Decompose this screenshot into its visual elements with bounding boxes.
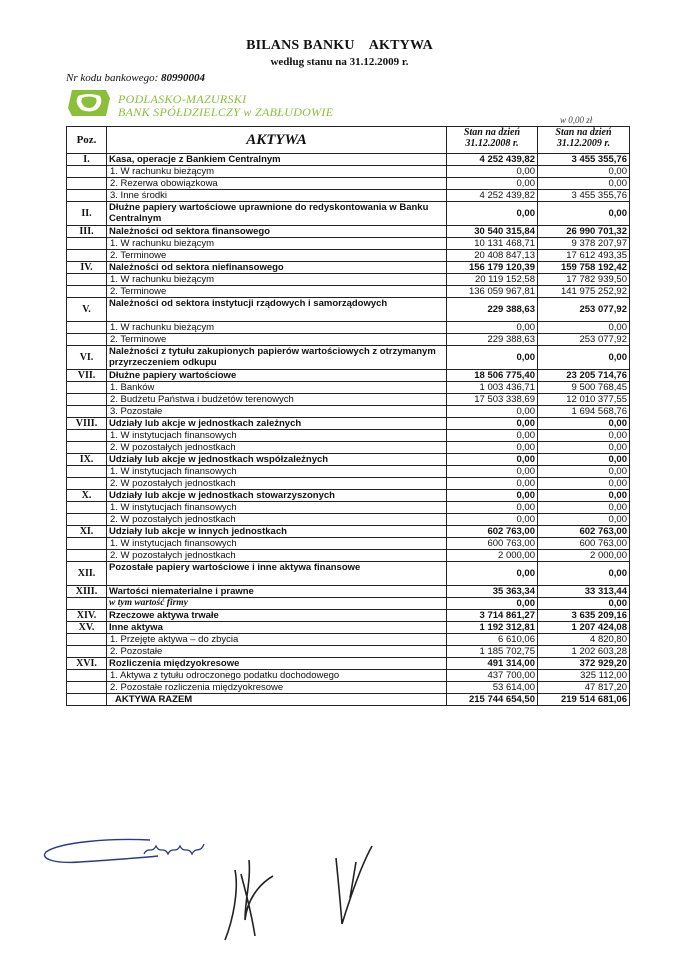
row-value-2009: 0,00 [538, 478, 630, 490]
row-poz: XVI. [67, 658, 107, 670]
sub-row [67, 406, 630, 418]
row-name: 1. Aktywa z tytułu odroczonego podatku dochodowego [107, 670, 447, 682]
row-value-2009: 372 929,20 [538, 658, 630, 670]
row-value-2008: 6 610,06 [447, 634, 538, 646]
bank-code-label: Nr kodu bankowego: [66, 72, 159, 84]
sub-row [67, 334, 630, 346]
row-value-2008: 600 763,00 [447, 538, 538, 550]
sub-row [67, 238, 630, 250]
section-row [67, 562, 630, 586]
sub-row [67, 478, 630, 490]
row-value-2008: 4 252 439,82 [447, 154, 538, 166]
row-poz [67, 334, 107, 346]
row-value-2009: 12 010 377,55 [538, 394, 630, 406]
total-label: AKTYWA RAZEM [107, 694, 447, 706]
section-row [67, 154, 630, 166]
sub-row [67, 382, 630, 394]
currency-unit: w 0,00 zł [560, 115, 593, 125]
row-name: Pozostałe papiery wartościowe i inne aktywa finansowe [107, 562, 447, 586]
bank-code-line [66, 72, 205, 84]
row-value-2008: 0,00 [447, 562, 538, 586]
row-value-2009: 0,00 [538, 598, 630, 610]
section-row [67, 658, 630, 670]
row-value-2008: 0,00 [447, 502, 538, 514]
row-value-2009: 3 455 355,76 [538, 154, 630, 166]
row-name: 1. W instytucjach finansowych [107, 430, 447, 442]
row-poz: XV. [67, 622, 107, 634]
row-poz: III. [67, 226, 107, 238]
row-value-2008: 602 763,00 [447, 526, 538, 538]
row-value-2009: 602 763,00 [538, 526, 630, 538]
row-poz: I. [67, 154, 107, 166]
sub-row [67, 190, 630, 202]
row-name: 2. W pozostałych jednostkach [107, 478, 447, 490]
row-name: 2. W pozostałych jednostkach [107, 514, 447, 526]
row-value-2009: 1 694 568,76 [538, 406, 630, 418]
row-value-2009: 3 455 355,76 [538, 190, 630, 202]
row-value-2008: 0,00 [447, 202, 538, 226]
total-2008: 215 744 654,50 [447, 694, 538, 706]
row-value-2009: 1 202 603,28 [538, 646, 630, 658]
row-value-2009: 0,00 [538, 442, 630, 454]
row-name: Inne aktywa [107, 622, 447, 634]
document-title: BILANS BANKU AKTYWA [246, 38, 433, 53]
row-poz [67, 430, 107, 442]
row-name: 1. W instytucjach finansowych [107, 466, 447, 478]
row-value-2008: 0,00 [447, 166, 538, 178]
sub-row [67, 166, 630, 178]
row-name: 2. W pozostałych jednostkach [107, 442, 447, 454]
row-name: Dłużne papiery wartościowe [107, 370, 447, 382]
row-poz [67, 682, 107, 694]
row-value-2009: 0,00 [538, 418, 630, 430]
row-value-2008: 0,00 [447, 418, 538, 430]
row-name: Rzeczowe aktywa trwałe [107, 610, 447, 622]
section-row [67, 418, 630, 430]
section-row [67, 610, 630, 622]
section-row [67, 526, 630, 538]
row-value-2008: 18 506 775,40 [447, 370, 538, 382]
row-value-2009: 0,00 [538, 514, 630, 526]
row-poz [67, 598, 107, 610]
row-poz [67, 538, 107, 550]
sub-row [67, 646, 630, 658]
row-value-2009: 2 000,00 [538, 550, 630, 562]
row-value-2009: 26 990 701,32 [538, 226, 630, 238]
balance-sheet-table [66, 126, 630, 706]
row-value-2009: 159 758 192,42 [538, 262, 630, 274]
row-name: Udziały lub akcje w jednostkach zależnych [107, 418, 447, 430]
row-name: 2. Pozostałe rozliczenia międzyokresowe [107, 682, 447, 694]
row-value-2008: 2 000,00 [447, 550, 538, 562]
header-2009-line1: Stan na dzień [555, 127, 612, 138]
row-name: 1. Przejęte aktywa – do zbycia [107, 634, 447, 646]
bank-name-line1: PODLASKO-MAZURSKI [118, 92, 247, 106]
row-poz [67, 394, 107, 406]
row-value-2009: 9 378 207,97 [538, 238, 630, 250]
row-value-2009: 141 975 252,92 [538, 286, 630, 298]
total-2009: 219 514 681,06 [538, 694, 630, 706]
section-row [67, 226, 630, 238]
row-value-2008: 10 131 468,71 [447, 238, 538, 250]
row-value-2009: 0,00 [538, 178, 630, 190]
sub-row [67, 250, 630, 262]
row-value-2009: 23 205 714,76 [538, 370, 630, 382]
row-value-2008: 0,00 [447, 454, 538, 466]
row-name: 1. W rachunku bieżącym [107, 238, 447, 250]
row-name: 2. Terminowe [107, 286, 447, 298]
row-value-2008: 229 388,63 [447, 334, 538, 346]
row-name: 2. W pozostałych jednostkach [107, 550, 447, 562]
row-poz [67, 646, 107, 658]
sub-row [67, 466, 630, 478]
document-subtitle: według stanu na 31.12.2009 r. [270, 56, 409, 68]
row-name: Kasa, operacje z Bankiem Centralnym [107, 154, 447, 166]
row-value-2009: 33 313,44 [538, 586, 630, 598]
row-value-2009: 0,00 [538, 466, 630, 478]
row-value-2008: 0,00 [447, 466, 538, 478]
row-value-2008: 17 503 338,69 [447, 394, 538, 406]
row-value-2009: 0,00 [538, 562, 630, 586]
row-value-2009: 253 077,92 [538, 334, 630, 346]
row-value-2008: 1 185 702,75 [447, 646, 538, 658]
row-poz: VI. [67, 346, 107, 370]
row-name: 3. Pozostałe [107, 406, 447, 418]
section-row [67, 586, 630, 598]
section-row [67, 202, 630, 226]
row-poz: VII. [67, 370, 107, 382]
row-poz: II. [67, 202, 107, 226]
sub-row [67, 634, 630, 646]
row-value-2008: 1 192 312,81 [447, 622, 538, 634]
sub-row [67, 442, 630, 454]
row-name: 2. Rezerwa obowiązkowa [107, 178, 447, 190]
row-value-2008: 0,00 [447, 478, 538, 490]
sub-row [67, 670, 630, 682]
row-poz [67, 550, 107, 562]
row-name: 2. Pozostałe [107, 646, 447, 658]
row-poz [67, 286, 107, 298]
sub-row [67, 178, 630, 190]
row-value-2008: 0,00 [447, 406, 538, 418]
row-value-2008: 229 388,63 [447, 298, 538, 322]
section-row [67, 370, 630, 382]
row-value-2008: 0,00 [447, 430, 538, 442]
row-name: Wartości niematerialne i prawne [107, 586, 447, 598]
row-poz [67, 166, 107, 178]
row-value-2008: 0,00 [447, 442, 538, 454]
row-poz [67, 670, 107, 682]
row-poz [67, 274, 107, 286]
row-value-2009: 325 112,00 [538, 670, 630, 682]
header-2008-line1: Stan na dzień [463, 127, 521, 138]
section-row [67, 346, 630, 370]
row-poz [67, 634, 107, 646]
row-poz [67, 442, 107, 454]
row-name: 1. W rachunku bieżącym [107, 166, 447, 178]
row-poz: X. [67, 490, 107, 502]
row-name: 2. Terminowe [107, 250, 447, 262]
section-row [67, 490, 630, 502]
header-2009-line2: 31.12.2009 r. [556, 138, 611, 149]
row-value-2008: 20 408 847,13 [447, 250, 538, 262]
row-value-2009: 0,00 [538, 346, 630, 370]
header-2008 [447, 127, 538, 154]
total-row [67, 694, 630, 706]
row-poz: XII. [67, 562, 107, 586]
sub-row [67, 682, 630, 694]
section-row [67, 262, 630, 274]
header-2008-line2: 31.12.2008 r. [465, 138, 519, 149]
row-value-2008: 30 540 315,84 [447, 226, 538, 238]
row-name: 1. W instytucjach finansowych [107, 538, 447, 550]
row-name: Należności od sektora finansowego [107, 226, 447, 238]
row-name: Dłużne papiery wartościowe uprawnione do redyskontowania w Banku Centralnym [107, 202, 447, 226]
row-value-2009: 0,00 [538, 430, 630, 442]
row-value-2008: 3 714 861,27 [447, 610, 538, 622]
row-value-2009: 1 207 424,08 [538, 622, 630, 634]
row-name: Należności od sektora niefinansowego [107, 262, 447, 274]
row-poz [67, 502, 107, 514]
sub-row [67, 394, 630, 406]
header-poz: Poz. [67, 127, 107, 154]
row-value-2008: 1 003 436,71 [447, 382, 538, 394]
row-name: 1. Banków [107, 382, 447, 394]
sub-row [67, 322, 630, 334]
row-poz: IV. [67, 262, 107, 274]
row-name: 2. Budżetu Państwa i budżetów terenowych [107, 394, 447, 406]
row-poz: XIII. [67, 586, 107, 598]
header-2009 [538, 127, 630, 154]
signature-1 [40, 832, 220, 882]
row-value-2009: 600 763,00 [538, 538, 630, 550]
row-value-2009: 4 820,80 [538, 634, 630, 646]
sub-row [67, 550, 630, 562]
total-poz [67, 694, 107, 706]
row-value-2008: 20 119 152,58 [447, 274, 538, 286]
section-row [67, 622, 630, 634]
row-name: Udziały lub akcje w innych jednostkach [107, 526, 447, 538]
row-poz [67, 514, 107, 526]
row-name: 3. Inne środki [107, 190, 447, 202]
signature-3 [320, 838, 390, 938]
row-poz: XIV. [67, 610, 107, 622]
sub-row [67, 430, 630, 442]
row-value-2008: 0,00 [447, 514, 538, 526]
row-value-2008: 0,00 [447, 178, 538, 190]
row-value-2008: 35 363,34 [447, 586, 538, 598]
row-value-2008: 136 059 967,81 [447, 286, 538, 298]
row-poz [67, 190, 107, 202]
header-aktywa: AKTYWA [107, 127, 447, 154]
row-value-2008: 0,00 [447, 322, 538, 334]
row-value-2009: 0,00 [538, 202, 630, 226]
row-value-2009: 253 077,92 [538, 298, 630, 322]
bank-name [118, 93, 333, 119]
section-row [67, 454, 630, 466]
bank-name-line2: BANK SPÓŁDZIELCZY w ZABŁUDOWIE [118, 105, 334, 119]
row-value-2008: 0,00 [447, 346, 538, 370]
bank-code-value: 80990004 [161, 72, 206, 84]
row-name: w tym wartość firmy [107, 598, 447, 610]
row-value-2008: 156 179 120,39 [447, 262, 538, 274]
row-value-2009: 0,00 [538, 166, 630, 178]
sub-row [67, 514, 630, 526]
balance-sheet-body [67, 154, 630, 706]
row-poz: VIII. [67, 418, 107, 430]
row-name: Udziały lub akcje w jednostkach współzależnych [107, 454, 447, 466]
row-name: 2. Terminowe [107, 334, 447, 346]
row-value-2008: 53 614,00 [447, 682, 538, 694]
row-poz [67, 322, 107, 334]
row-poz [67, 382, 107, 394]
row-poz: XI. [67, 526, 107, 538]
row-value-2008: 0,00 [447, 598, 538, 610]
bank-logo-icon [66, 88, 112, 118]
row-name: Należności z tytułu zakupionych papierów wartościowych z otrzymanym przyrzeczeniem odkupu [107, 346, 447, 370]
row-value-2008: 437 700,00 [447, 670, 538, 682]
row-poz [67, 478, 107, 490]
row-value-2008: 491 314,00 [447, 658, 538, 670]
row-poz [67, 238, 107, 250]
row-poz [67, 250, 107, 262]
row-value-2009: 0,00 [538, 454, 630, 466]
sub-row [67, 598, 630, 610]
sub-row [67, 274, 630, 286]
row-value-2009: 0,00 [538, 322, 630, 334]
row-poz: V. [67, 298, 107, 322]
row-value-2009: 0,00 [538, 502, 630, 514]
row-value-2008: 4 252 439,82 [447, 190, 538, 202]
row-value-2009: 17 782 939,50 [538, 274, 630, 286]
row-name: Rozliczenia międzyokresowe [107, 658, 447, 670]
sub-row [67, 286, 630, 298]
row-value-2009: 9 500 768,45 [538, 382, 630, 394]
section-row [67, 298, 630, 322]
signature-2 [215, 840, 295, 950]
row-poz [67, 178, 107, 190]
row-poz [67, 406, 107, 418]
row-value-2009: 17 612 493,35 [538, 250, 630, 262]
row-name: 1. W rachunku bieżącym [107, 274, 447, 286]
row-name: Należności od sektora instytucji rządowych i samorządowych [107, 298, 447, 322]
row-poz [67, 466, 107, 478]
row-value-2008: 0,00 [447, 490, 538, 502]
row-poz: IX. [67, 454, 107, 466]
sub-row [67, 538, 630, 550]
row-value-2009: 3 635 209,16 [538, 610, 630, 622]
row-name: 1. W rachunku bieżącym [107, 322, 447, 334]
row-value-2009: 47 817,20 [538, 682, 630, 694]
row-value-2009: 0,00 [538, 490, 630, 502]
row-name: 1. W instytucjach finansowych [107, 502, 447, 514]
row-name: Udziały lub akcje w jednostkach stowarzyszonych [107, 490, 447, 502]
sub-row [67, 502, 630, 514]
